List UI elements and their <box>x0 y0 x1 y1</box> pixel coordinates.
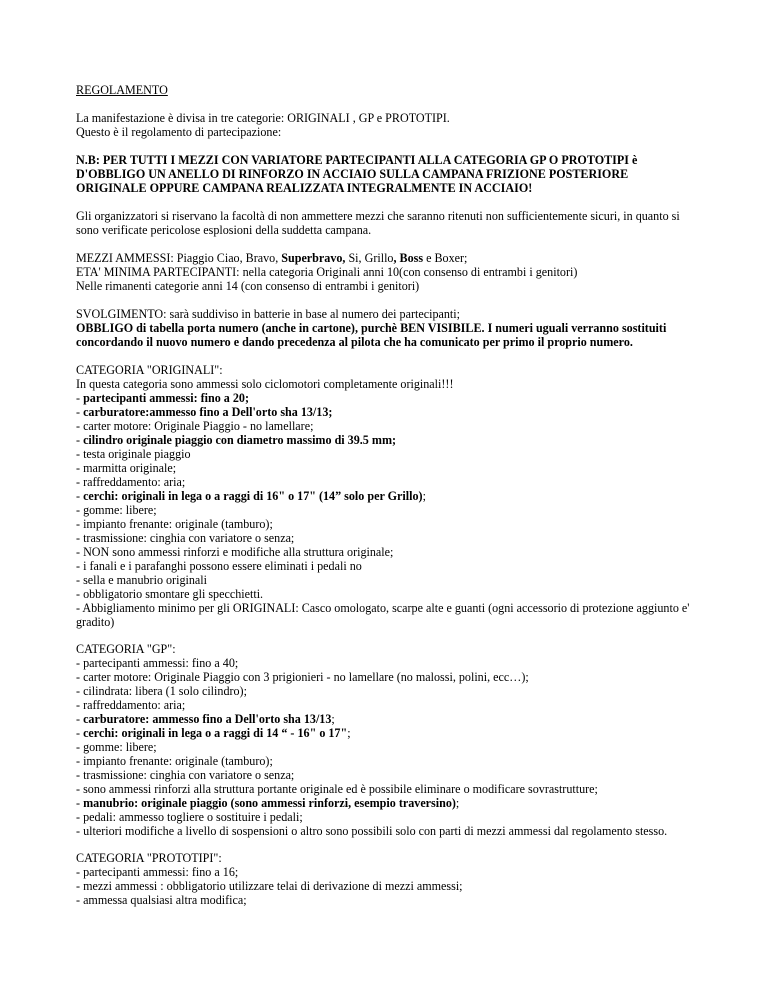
section-heading: CATEGORIA "ORIGINALI": <box>76 363 223 377</box>
rule-text: manubrio: originale piaggio (sono ammessi rinforzi, esempio traversino) <box>83 796 456 810</box>
document-title: REGOLAMENTO <box>76 83 168 97</box>
section-subtitle: In questa categoria sono ammessi solo ciclomotori completamente originali!!! <box>76 377 454 391</box>
rule-item <box>76 768 696 782</box>
rule-item <box>76 684 696 698</box>
rule-text: raffreddamento: aria; <box>83 475 186 489</box>
rule-bullet: - <box>76 447 84 461</box>
rule-text: obbligatorio smontare gli specchietti. <box>83 587 264 601</box>
rule-bullet: - <box>76 865 84 879</box>
rule-text: trasmissione: cinghia con variatore o senza; <box>83 768 295 782</box>
rule-bullet: - <box>76 754 84 768</box>
rule-bullet: - <box>76 782 84 796</box>
rule-text: mezzi ammessi : obbligatorio utilizzare telai di derivazione di mezzi ammessi; <box>83 879 463 893</box>
rule-bullet: - <box>76 475 84 489</box>
rule-item <box>76 698 696 712</box>
admitted-text: MEZZI AMMESSI: Piaggio Ciao, Bravo, <box>76 251 282 265</box>
rule-bullet: - <box>76 517 84 531</box>
rule-text: sella e manubrio originali <box>83 573 207 587</box>
rule-text: Abbigliamento minimo per gli ORIGINALI: Casco omologato, scarpe alte e guanti (ogni accessorio di protezione aggiunto e' gradito) <box>76 601 690 629</box>
rule-text: pedali: ammesso togliere o sostituire i pedali; <box>83 810 303 824</box>
rule-text: trasmissione: cinghia con variatore o senza; <box>83 531 295 545</box>
section-heading: CATEGORIA "PROTOTIPI": <box>76 851 222 865</box>
rule-item <box>76 754 696 768</box>
rule-bullet: - <box>76 391 84 405</box>
rule-bullet: - <box>76 726 84 740</box>
rule-bullet: - <box>76 893 84 907</box>
rule-text: impianto frenante: originale (tamburo); <box>83 754 273 768</box>
rule-text: testa originale piaggio <box>83 447 191 461</box>
rule-text: ammessa qualsiasi altra modifica; <box>83 893 247 907</box>
rule-item <box>76 656 696 670</box>
rule-bullet: - <box>76 601 83 615</box>
rule-bullet: - <box>76 684 84 698</box>
rule-text: carter motore: Originale Piaggio con 3 prigionieri - no lamellare (no malossi, polini, ecc…); <box>83 670 529 684</box>
rule-text: partecipanti ammessi: fino a 20; <box>83 391 249 405</box>
rule-text: gomme: libere; <box>83 740 157 754</box>
rule-bullet: - <box>76 712 84 726</box>
rule-text: i fanali e i parafanghi possono essere eliminati i pedali no <box>83 559 362 573</box>
procedure-line: SVOLGIMENTO: sarà suddiviso in batterie in base al numero dei partecipanti; <box>76 307 460 321</box>
procedure-paragraph <box>76 307 696 349</box>
rule-bullet: - <box>76 698 84 712</box>
rule-suffix: ; <box>455 796 460 810</box>
rule-bullet: - <box>76 656 84 670</box>
rule-bullet: - <box>76 489 84 503</box>
rule-bullet: - <box>76 419 84 433</box>
rule-bullet: - <box>76 796 84 810</box>
rule-text: partecipanti ammessi: fino a 16; <box>83 865 239 879</box>
rule-bullet: - <box>76 824 84 838</box>
rule-item <box>76 601 696 629</box>
rule-bullet: - <box>76 405 84 419</box>
section-heading: CATEGORIA "GP": <box>76 642 176 656</box>
rule-item <box>76 461 696 475</box>
rule-text: cilindrata: libera (1 solo cilindro); <box>83 684 247 698</box>
rule-item <box>76 587 696 601</box>
minimum-age-line: ETA' MINIMA PARTECIPANTI: nella categoria Originali anni 10(con consenso di entrambi i genitori) <box>76 265 578 279</box>
rule-item <box>76 517 696 531</box>
section-originali <box>76 363 696 629</box>
rule-bullet: - <box>76 740 84 754</box>
rule-bullet: - <box>76 503 84 517</box>
rule-bullet: - <box>76 670 84 684</box>
section-prototipi <box>76 851 696 907</box>
rule-item <box>76 545 696 559</box>
admitted-text: Si, Grillo <box>345 251 394 265</box>
rule-suffix: ; <box>347 726 351 740</box>
rule-text: partecipanti ammessi: fino a 40; <box>83 656 239 670</box>
rule-list <box>76 865 696 907</box>
intro-line: Questo è il regolamento di partecipazione: <box>76 125 282 139</box>
rule-list <box>76 656 696 838</box>
rule-item <box>76 670 696 684</box>
rule-item <box>76 405 696 419</box>
number-plate-rule: OBBLIGO di tabella porta numero (anche in cartone), purchè BEN VISIBILE. I numeri uguali verranno sostituiti concordando il nuovo numero e dando precedenza al pilota che ha comunicato per primo il proprio numero. <box>76 321 667 349</box>
rule-item <box>76 531 696 545</box>
rule-text: marmitta originale; <box>83 461 177 475</box>
disclaimer-paragraph: Gli organizzatori si riservano la facoltà di non ammettere mezzi che saranno ritenuti non sufficientemente sicuri, in quanto si sono verificate pericolose esplosioni della suddetta campana. <box>76 209 680 237</box>
admitted-vehicles-line <box>76 251 696 265</box>
rule-item <box>76 712 696 726</box>
admitted-vehicles-paragraph <box>76 251 696 293</box>
rule-text: cerchi: originali in lega o a raggi di 14 “ - 16" o 17" <box>83 726 348 740</box>
rule-item <box>76 489 696 503</box>
rule-item <box>76 796 696 810</box>
admitted-text: e Boxer; <box>423 251 468 265</box>
rule-text: cilindro originale piaggio con diametro massimo di 39.5 mm; <box>83 433 397 447</box>
rule-item <box>76 810 696 824</box>
rule-item <box>76 893 696 907</box>
rule-item <box>76 391 696 405</box>
rule-text: carburatore: ammesso fino a Dell'orto sha 13/13 <box>83 712 332 726</box>
rule-bullet: - <box>76 810 84 824</box>
rule-bullet: - <box>76 573 84 587</box>
rule-text: carter motore: Originale Piaggio - no lamellare; <box>83 419 314 433</box>
rule-suffix: ; <box>422 489 426 503</box>
rule-suffix: ; <box>331 712 335 726</box>
rule-bullet: - <box>76 879 84 893</box>
document-page <box>76 83 696 920</box>
rule-item <box>76 573 696 587</box>
rule-item <box>76 447 696 461</box>
rule-item <box>76 475 696 489</box>
rule-item <box>76 503 696 517</box>
intro-line: La manifestazione è divisa in tre categorie: ORIGINALI , GP e PROTOTIPI. <box>76 111 450 125</box>
rule-text: impianto frenante: originale (tamburo); <box>83 517 273 531</box>
rule-item <box>76 726 696 740</box>
intro-paragraph <box>76 111 696 139</box>
rule-item <box>76 782 696 796</box>
section-gp <box>76 642 696 838</box>
rule-text: gomme: libere; <box>83 503 157 517</box>
rule-text: NON sono ammessi rinforzi e modifiche alla struttura originale; <box>83 545 394 559</box>
admitted-bold-boss: , Boss <box>393 251 424 265</box>
minimum-age-other-line: Nelle rimanenti categorie anni 14 (con consenso di entrambi i genitori) <box>76 279 420 293</box>
rule-item <box>76 740 696 754</box>
rule-item <box>76 559 696 573</box>
rule-bullet: - <box>76 587 84 601</box>
rule-bullet: - <box>76 461 84 475</box>
rule-item <box>76 824 696 838</box>
rule-item <box>76 419 696 433</box>
rule-text: ulteriori modifiche a livello di sospensioni o altro sono possibili solo con parti di mezzi ammessi dal regolamento stesso. <box>83 824 668 838</box>
rule-item <box>76 433 696 447</box>
rule-bullet: - <box>76 531 84 545</box>
rule-text: sono ammessi rinforzi alla struttura portante originale ed è possibile eliminare o modificare sovrastrutture; <box>83 782 598 796</box>
rule-item <box>76 865 696 879</box>
rule-text: carburatore:ammesso fino a Dell'orto sha 13/13; <box>83 405 333 419</box>
rule-bullet: - <box>76 559 84 573</box>
rule-bullet: - <box>76 768 84 782</box>
rule-list <box>76 391 696 629</box>
rule-item <box>76 879 696 893</box>
rule-bullet: - <box>76 433 84 447</box>
rule-text: raffreddamento: aria; <box>83 698 186 712</box>
rule-bullet: - <box>76 545 84 559</box>
safety-notice: N.B: PER TUTTI I MEZZI CON VARIATORE PARTECIPANTI ALLA CATEGORIA GP O PROTOTIPI è D'OBBLIGO UN ANELLO DI RINFORZO IN ACCIAIO SULLA CAMPANA FRIZIONE POSTERIORE ORIGINALE OPPURE CAMPANA REALIZZATA INTEGRALMENTE IN ACCIAIO! <box>76 153 638 195</box>
rule-text: cerchi: originali in lega o a raggi di 16" o 17" (14” solo per Grillo) <box>83 489 423 503</box>
admitted-bold-superbravo: Superbravo, <box>281 251 346 265</box>
